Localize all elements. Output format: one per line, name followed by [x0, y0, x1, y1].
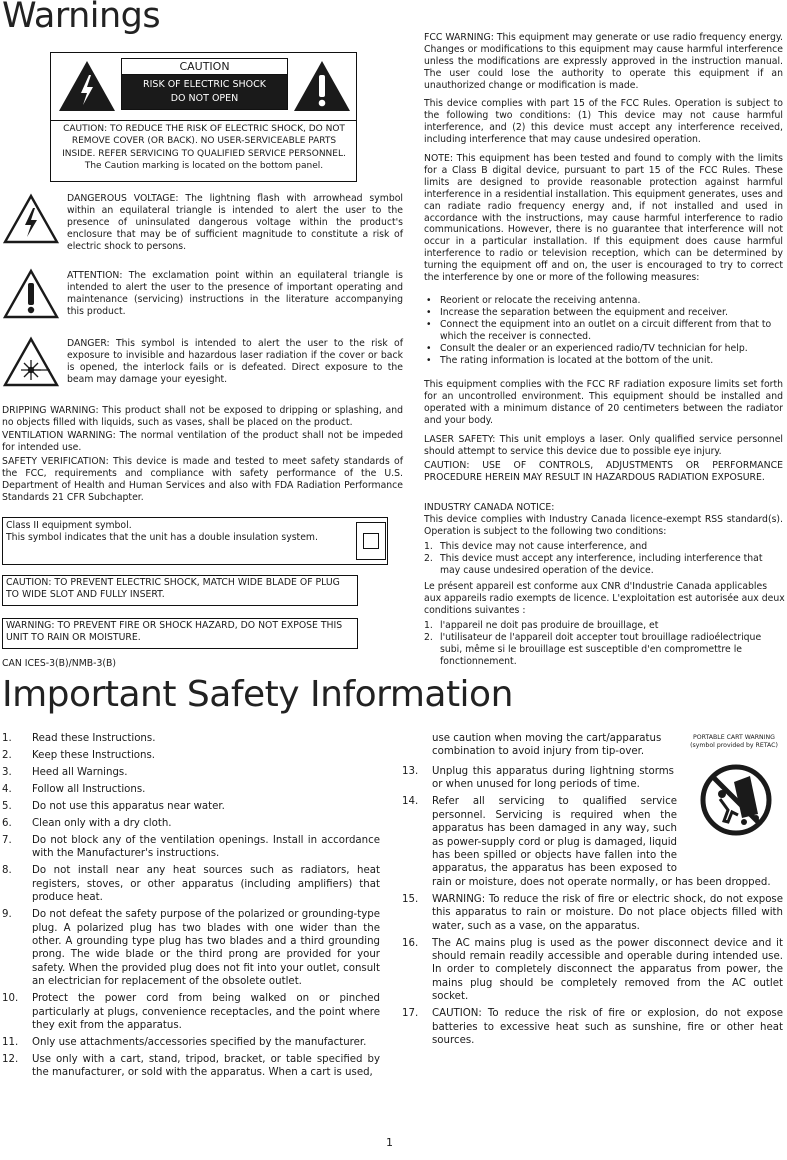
page-title-safety: Important Safety Information: [2, 674, 513, 715]
caution-text: CAUTION: TO REDUCE THE RISK OF ELECTRIC SHOCK, DO NOT REMOVE COVER (OR BACK). NO USER-SERVICEABLE PARTS INSIDE. REFER SERVICING TO QUALIFIED SERVICE PERSONNEL. The Caution marking is located on the bottom panel.: [62, 124, 346, 171]
caution-do-not-open: DO NOT OPEN: [170, 93, 239, 104]
canada-conditions: [424, 541, 783, 577]
safety-list-right: [402, 765, 783, 1051]
list-item: 1. This device may not cause interference, and: [424, 541, 648, 552]
safety-verification: SAFETY VERIFICATION: This device is made and tested to meet safety standards of the FCC, requirements and compliance with safety performance of the U.S. Department of Health and Human Services and also with FDA Radiation Performance Standards 21 CFR Subchapter.: [2, 456, 403, 503]
laser-caution: CAUTION: USE OF CONTROLS, ADJUSTMENTS OR PERFORMANCE PROCEDURE HEREIN MAY RESULT IN HAZARDOUS RADIATION EXPOSURE.: [424, 460, 783, 483]
list-item: • Consult the dealer or an experienced radio/TV technician for help.: [424, 343, 783, 355]
list-item: 9. Do not defeat the safety purpose of the polarized or grounding-type plug. A polarized plug has two blades with one wider than the other. A grounding type plug has two blades and a third grounding prong. The wide blade or the third prong are provided for your safety. When the provided plug does not fit into your outlet, consult an electrician for replacement of the obsolete outlet.: [2, 909, 380, 988]
ventilation-warning: VENTILATION WARNING: The normal ventilation of the product shall not be impeded for intended use.: [2, 430, 403, 453]
danger-text: DANGER: This symbol is intended to alert the user to the risk of exposure to invisible and hazardous laser radiation if the cover or back is opened, the interlock fails or is defeated. Direct exposure to the beam may damage your eyesight.: [67, 338, 403, 385]
fcc-rf-exposure: This equipment complies with the FCC RF radiation exposure limits set forth for an uncontrolled environment. This equipment should be installed and operated with a minimum distance of 20 centimeters between the radiator and your body.: [424, 379, 783, 426]
fcc-note: NOTE: This equipment has been tested and found to comply with the limits for a Class B digital device, pursuant to part 15 of the FCC Rules. These limits are designed to provide reasonable protection against harmful interference in a residential installation. This equipment generates, uses and can radiate radio frequency energy and, if not installed and used in accordance with the instructions, may cause harmful interference to radio communications. However, there is no guarantee that interference will not occur in a particular installation. If this equipment does cause harmful interference to radio or television reception, which can be determined by turning the equipment off and on, the user is encouraged to try to correct the interference by one or more of the following measures:: [424, 153, 783, 284]
caution-risk-line: RISK OF ELECTRIC SHOCK: [143, 79, 266, 90]
can-ices: CAN ICES-3(B)/NMB-3(B): [2, 658, 117, 669]
caution-label-box: [50, 52, 357, 182]
list-item: 16. The AC mains plug is used as the power disconnect device and it should remain readily accessible and operable during intended use. In order to completely disconnect the apparatus from power, the mains plug should be completely removed from the AC outlet socket.: [402, 937, 783, 1003]
safety-list-left: [2, 732, 380, 1083]
canada-fr-intro: Le présent appareil est conforme aux CNR d'Industrie Canada applicables aux appareils radio exempts de licence. L'exploitation est autorisée aux deux conditions suivantes :: [424, 581, 785, 616]
dangerous-voltage-text: DANGEROUS VOLTAGE: The lightning flash with arrowhead symbol within an equilateral triangle is intended to alert the user to the presence of uninsulated dangerous voltage within the product's enclosure that may be of sufficient magnitude to constitute a risk of electric shock to persons.: [67, 193, 403, 252]
double-insulation-icon: [356, 522, 386, 560]
list-item: • The rating information is located at the bottom of the unit.: [424, 355, 783, 367]
class2-desc: This symbol indicates that the unit has a double insulation system.: [6, 532, 318, 543]
list-item: 17. CAUTION: To reduce the risk of fire or explosion, do not expose batteries to excessive heat such as sunshine, fire or other heat sources.: [402, 1008, 783, 1047]
canada-heading: INDUSTRY CANADA NOTICE:: [424, 502, 555, 513]
list-item: 1. Read these Instructions.: [2, 733, 156, 744]
laser-hazard-icon: [2, 336, 60, 388]
list-item: 5. Do not use this apparatus near water.: [2, 801, 225, 812]
caution-plug-box: CAUTION: TO PREVENT ELECTRIC SHOCK, MATCH WIDE BLADE OF PLUG TO WIDE SLOT AND FULLY INSERT.: [2, 575, 358, 606]
list-item: 15. WARNING: To reduce the risk of fire or electric shock, do not expose this apparatus to rain or moisture. Do not place objects filled with water, such as a vase, on the apparatus.: [402, 893, 783, 932]
laser-safety: LASER SAFETY: This unit employs a laser. Only qualified service personnel should attempt to service this device due to possible eye injury.: [424, 434, 783, 457]
list-item: 8. Do not install near any heat sources such as radiators, heat registers, stoves, or other apparatus (including amplifiers) that produce heat.: [2, 865, 380, 904]
list-item: 10. Protect the power cord from being walked on or pinched particularly at plugs, convenience receptacles, and the point where they exit from the apparatus.: [2, 993, 380, 1032]
list-item: 3. Heed all Warnings.: [2, 767, 128, 778]
exclamation-triangle-icon: [292, 59, 352, 113]
cart-warning-caption: PORTABLE CART WARNING (symbol provided by RETAC): [690, 734, 778, 749]
list-item: 4. Follow all Instructions.: [2, 784, 146, 795]
dripping-warning: DRIPPING WARNING: This product shall not be exposed to dripping or splashing, and no objects filled with liquids, such as vases, shall be placed on the product.: [2, 405, 403, 428]
safety-12-continued: use caution when moving the cart/apparatus combination to avoid injury from tip-over.: [432, 733, 662, 758]
list-item: 2. l'utilisateur de l'appareil doit accepter tout brouillage radioélectrique subi, même si le brouillage est susceptible d'en compromettre le fonctionnement.: [424, 631, 762, 667]
list-item: 12. Use only with a cart, stand, tripod, bracket, or table specified by the manufacturer, or sold with the apparatus. When a cart is used,: [2, 1054, 380, 1079]
list-item: 13. Unplug this apparatus during lightning storms or when unused for long periods of time.: [402, 766, 674, 791]
class2-title: Class II equipment symbol.: [6, 520, 132, 531]
canada-fr-conditions: [424, 620, 786, 668]
list-item: 6. Clean only with a dry cloth.: [2, 818, 172, 829]
dangerous-voltage-icon: [2, 193, 60, 245]
list-item: 11. Only use attachments/accessories specified by the manufacturer.: [2, 1037, 367, 1049]
list-item: • Reorient or relocate the receiving antenna.: [424, 295, 783, 307]
fcc-measures: [424, 295, 783, 366]
caution-header: [121, 58, 288, 110]
lightning-triangle-icon: [57, 59, 117, 113]
attention-text: ATTENTION: The exclamation point within an equilateral triangle is intended to alert the user to the presence of important operating and maintenance (servicing) instructions in the literature accompanying this product.: [67, 270, 403, 317]
list-item: 2. This device must accept any interference, including interference that may cause undesired operation of the device.: [424, 552, 763, 576]
attention-icon: [2, 268, 60, 320]
class2-box: [2, 517, 388, 565]
list-item: • Increase the separation between the equipment and receiver.: [424, 307, 783, 319]
fcc-part15: This device complies with part 15 of the FCC Rules. Operation is subject to the following two conditions: (1) This device may not cause harmful interference, and (2) this device must accept any interference received, including interference that may cause undesired operation.: [424, 98, 783, 145]
fcc-warning: FCC WARNING: This equipment may generate or use radio frequency energy. Changes or modifications to this equipment may cause harmful interference unless the modifications are expressly approved in the instruction manual. The user could lose the authority to operate this equipment if an unauthorized change or modification is made.: [424, 32, 783, 91]
canada-intro: This device complies with Industry Canada licence-exempt RSS standard(s). Operation is subject to the following two conditions:: [424, 514, 783, 537]
page-number: 1: [386, 1136, 393, 1149]
list-item: 1. l'appareil ne doit pas produire de brouillage, et: [424, 620, 659, 631]
list-item: 2. Keep these Instructions.: [2, 750, 156, 761]
page-title-warnings: Warnings: [2, 0, 161, 36]
list-item: 7. Do not block any of the ventilation openings. Install in accordance with the Manufacturer's instructions.: [2, 835, 380, 860]
warning-fire-box: WARNING: TO PREVENT FIRE OR SHOCK HAZARD, DO NOT EXPOSE THIS UNIT TO RAIN OR MOISTURE.: [2, 618, 358, 649]
list-item: • Connect the equipment into an outlet on a circuit different from that to which the receiver is connected.: [424, 319, 783, 343]
caution-word: CAUTION: [122, 59, 287, 75]
list-item: 14. Refer all servicing to qualified service personnel. Servicing is required when the apparatus has been damaged in any way, such as power-supply cord or plug is damaged, liquid has been spilled or objects have fallen into the apparatus, the apparatus has been exposed to rain or moisture, does not operate normally, or has been dropped.: [402, 796, 771, 888]
